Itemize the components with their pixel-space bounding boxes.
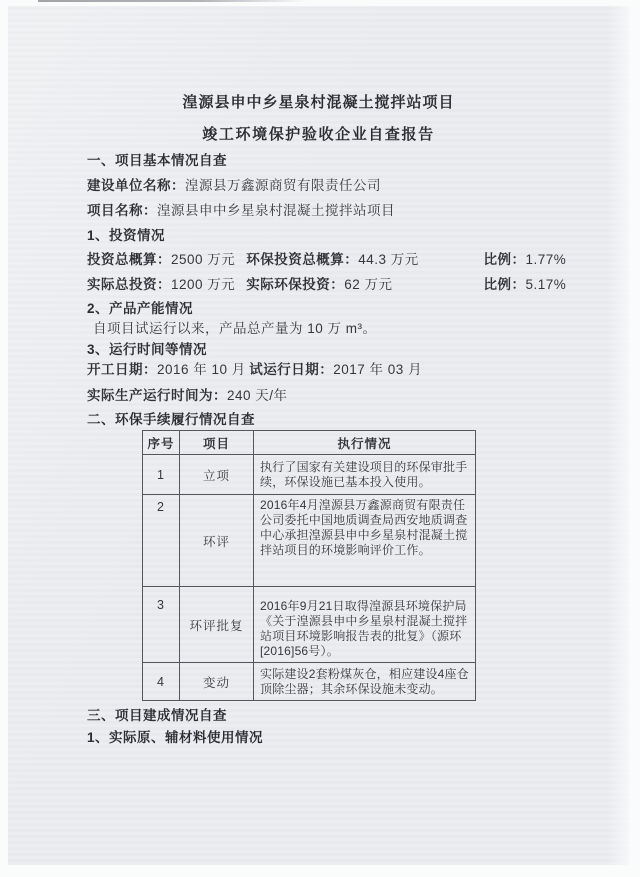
total-estimate-field: [87, 251, 242, 268]
doc-subtitle: 竣工环境保护验收企业自查报告: [202, 126, 435, 143]
start-date-value: 2016 年 10 月: [157, 362, 246, 377]
actual-total-label: 实际总投资：: [87, 277, 171, 292]
actual-ratio-label: 比例：: [483, 277, 526, 292]
table-row-pifu: [143, 587, 476, 663]
section3-heading: 三、项目建成情况自查: [87, 708, 227, 723]
capacity-text: 自项目试运行以来，产品总产量为 10 万 m³。: [93, 321, 377, 336]
table-row-lixiang: [143, 455, 476, 495]
table-row-huanping: [143, 495, 476, 587]
row2-item: 环评: [180, 495, 254, 587]
investment-heading: 1、投资情况: [87, 228, 166, 243]
trial-date-label: 试运行日期：: [249, 362, 334, 377]
row4-item: 变动: [180, 663, 254, 701]
row1-detail: 执行了国家有关建设项目的环保审批手续，环保设施已基本投入使用。: [254, 455, 476, 495]
construction-unit-label: 建设单位名称：: [87, 178, 185, 193]
actual-ratio-value: 5.17%: [525, 277, 567, 292]
row1-item: 立项: [180, 455, 254, 495]
project-name-label: 项目名称：: [87, 203, 157, 218]
row1-no: 1: [143, 455, 180, 495]
env-estimate-value: 44.3 万元: [358, 252, 419, 267]
total-estimate-value: 2500 万元: [171, 252, 236, 267]
estimate-ratio-field: [484, 251, 567, 268]
materials-heading: 1、实际原、辅材料使用情况: [87, 730, 264, 745]
trial-date-value: 2017 年 03 月: [333, 362, 423, 377]
section1-heading: 一、项目基本情况自查: [87, 153, 227, 168]
operation-dates-row: [87, 361, 599, 378]
operation-heading: 3、运行时间等情况: [87, 342, 208, 357]
project-name-value: 湟源县申中乡星泉村混凝土搅拌站项目: [157, 203, 395, 218]
table-header-no: 序号: [143, 431, 180, 455]
start-date-field: [87, 361, 245, 378]
row3-item: 环评批复: [180, 587, 254, 663]
start-date-label: 开工日期：: [87, 362, 157, 377]
row3-no: 3: [143, 587, 180, 663]
table-row-biandong: [143, 663, 476, 701]
actual-total-field: [87, 276, 242, 293]
row2-detail: 2016年4月湟源县万鑫源商贸有限责任公司委托中国地质调查局西安地质调查中心承担湟源县申中乡星泉村混凝土搅拌站项目的环境影响评价工作。: [254, 495, 476, 587]
section2-heading: 二、环保手续履行情况自查: [87, 412, 255, 427]
procedure-table: [142, 430, 476, 701]
actual-env-value: 62 万元: [344, 277, 393, 292]
table-header-row: [143, 431, 476, 455]
row2-no: 2: [143, 495, 180, 587]
investment-actual-row: [87, 276, 599, 293]
estimate-ratio-value: 1.77%: [525, 252, 567, 267]
actual-total-value: 1200 万元: [171, 277, 236, 292]
runtime-row: [87, 387, 599, 404]
env-estimate-label: 环保投资总概算：: [246, 252, 359, 267]
actual-env-field: [246, 276, 479, 293]
construction-unit-value: 湟源县万鑫源商贸有限责任公司: [185, 178, 381, 193]
total-estimate-label: 投资总概算：: [87, 252, 171, 267]
scan-edge-artifact: [38, 0, 308, 2]
trial-date-field: [249, 361, 422, 378]
project-name-row: [87, 202, 599, 219]
row4-detail: 实际建设2套粉煤灰仓，相应建设4座仓顶除尘器；其余环保设施未变动。: [254, 663, 476, 701]
row3-detail: 2016年9月21日取得湟源县环境保护局《关于湟源县申中乡星泉村混凝土搅拌站项目环境影响报告表的批复》（源环[2016]56号）。: [254, 587, 476, 663]
doc-title: 湟源县申中乡星泉村混凝土搅拌站项目: [182, 94, 455, 111]
table-header-detail: 执行情况: [254, 431, 476, 455]
capacity-heading: 2、产品产能情况: [87, 301, 194, 316]
actual-ratio-field: [484, 276, 567, 293]
runtime-label: 实际生产运行时间为：: [87, 388, 227, 403]
runtime-value: 240 天/年: [227, 388, 288, 403]
document-page: [8, 6, 629, 865]
investment-estimate-row: [87, 251, 599, 268]
estimate-ratio-label: 比例：: [483, 252, 526, 267]
construction-unit-row: [87, 177, 599, 194]
table-header-item: 项目: [180, 431, 254, 455]
env-estimate-field: [246, 251, 479, 268]
row4-no: 4: [143, 663, 180, 701]
actual-env-label: 实际环保投资：: [246, 277, 345, 292]
